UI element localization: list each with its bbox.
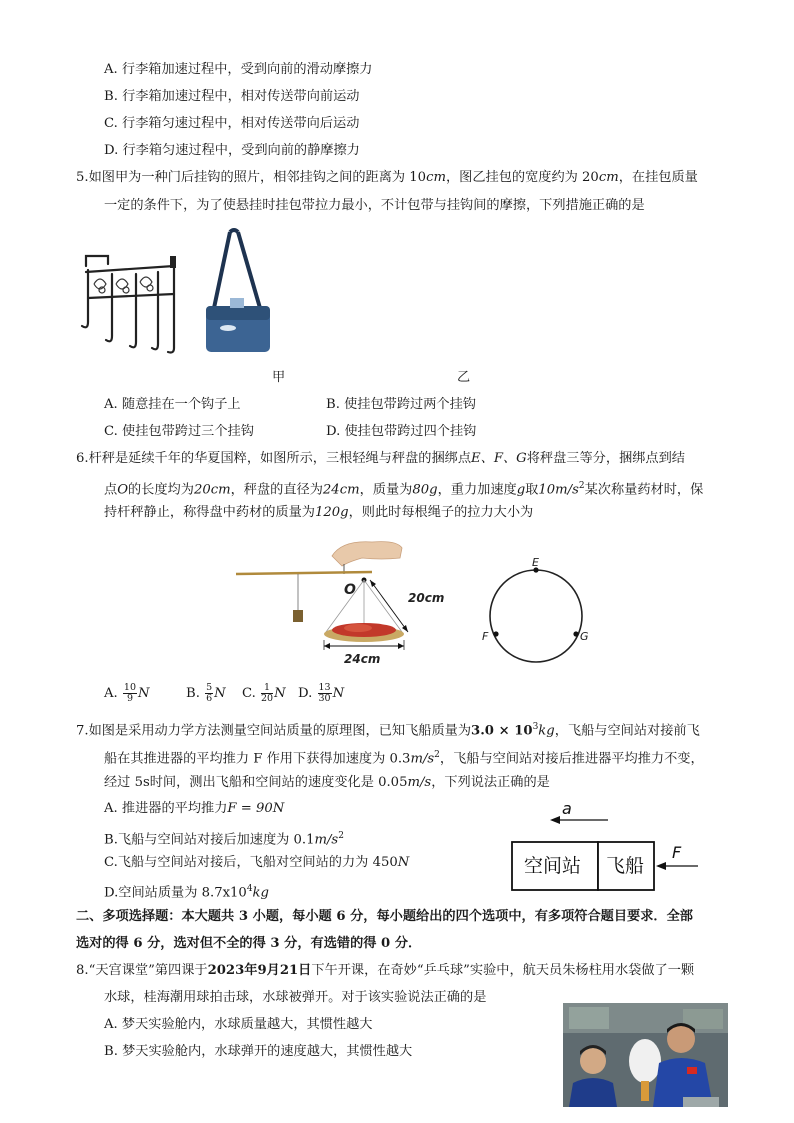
q6-length: 20cm: [193, 482, 231, 498]
point-g: [573, 631, 578, 636]
q7-option-text: B.飞船与空间站对接后加速度为 0.1: [104, 832, 315, 848]
q6-stem-text: ，重力加速度: [437, 482, 517, 498]
option-letter: B.: [186, 686, 200, 701]
q7-unit: N: [397, 855, 410, 870]
q8-option-a: A. 梦天实验舱内，水球质量越大，其惯性越大: [104, 1017, 373, 1032]
q5-stem-text: ，图乙挂包的宽度约为 20: [445, 170, 599, 185]
door-hook-photo: [74, 252, 184, 360]
numerator: 1: [261, 683, 273, 694]
q4-option-d: D. 行李箱匀速过程中，受到向前的静摩擦力: [104, 143, 360, 158]
q6-option-c: [242, 682, 286, 706]
q6-stem-text: ，质量为: [359, 482, 413, 498]
fraction: [123, 683, 137, 704]
q7-option-text: D.空间站质量为 8.7x10: [104, 885, 247, 901]
q8-date: 2023年9月21日: [207, 963, 312, 978]
q6-mass: 80g: [412, 482, 438, 498]
q5-option-b: B. 使挂包带跨过两个挂钩: [326, 397, 476, 412]
q5-option-a: A. 随意挂在一个钩子上: [104, 397, 241, 412]
q5-option-d: D. 使挂包带跨过四个挂钩: [326, 424, 477, 439]
q7-exponent: 2: [434, 750, 440, 760]
q5-stem-line2: 一定的条件下，为了使悬挂时挂包带拉力最小，不计包带与挂钩间的摩擦，下列措施正确的是: [104, 198, 645, 213]
q8-option-b: B. 梦天实验舱内，水球弹开的速度越大，其惯性越大: [104, 1044, 413, 1059]
option-letter: A.: [104, 686, 118, 701]
q5-stem-line1: [76, 168, 698, 188]
label-f: F: [672, 843, 682, 862]
steelyard-beam: [236, 572, 372, 574]
section2-heading-line1: 二、多项选择题：本大题共 3 小题，每小题 6 分，每小题给出的四个选项中，有多项符合题目要求．全部: [76, 909, 693, 924]
q6-stem-text: 点: [104, 482, 118, 498]
q7-unit: kg: [252, 885, 269, 901]
q7-ship-mass: 3.0 × 10: [471, 723, 533, 739]
q6-stem-text: ，则此时每根绳子的拉力大小为: [348, 505, 534, 520]
point-f: [493, 631, 498, 636]
shoulder-bag-photo: [200, 228, 274, 356]
denominator: 6: [206, 693, 213, 704]
q7-unit: m/s: [410, 751, 435, 767]
pan-circle-diagram: [474, 554, 594, 666]
q7-option-a: [104, 799, 284, 819]
q7-stem-text: ，下列说法正确的是: [431, 775, 550, 790]
q6-stem-line2: [104, 476, 703, 500]
q5-stem-text: ，在挂包质量: [618, 170, 698, 185]
q8-stem-text: 下午开课，在奇妙“乒乓球”实验中，航天员朱杨柱用水袋做了一颗: [311, 963, 695, 978]
q7-option-b: [104, 826, 344, 850]
docking-diagram: [508, 800, 708, 900]
steelyard-figure: [232, 536, 452, 668]
q7-option-text: C.飞船与空间站对接后，飞船对空间站的力为 450: [104, 855, 398, 870]
q7-unit: m/s: [314, 832, 339, 848]
q7-stem-text: 7.如图是采用动力学方法测量空间站质量的原理图，已知飞船质量为: [76, 723, 472, 739]
option-letter: D.: [298, 686, 313, 701]
denominator: 9: [126, 693, 133, 704]
q6-stem-text: ，秤盘的直径为: [230, 482, 323, 498]
label-f: F: [482, 630, 489, 643]
q7-option-text: A. 推进器的平均推力: [104, 801, 228, 816]
q4-option-a: A. 行李箱加速过程中，受到向前的滑动摩擦力: [104, 62, 373, 77]
option-letter: C.: [242, 686, 256, 701]
q7-stem-text: ，飞船与空间站对接前飞: [554, 723, 700, 739]
q5-option-c: C. 使挂包带跨过三个挂钩: [104, 424, 254, 439]
q6-option-b: [186, 682, 226, 706]
q6-points: E、F、G: [471, 451, 527, 466]
unit: N: [332, 686, 345, 701]
q6-stem-text: 将秤盘三等分，捆绑点到结: [526, 451, 685, 466]
astronaut-photo: [563, 1003, 728, 1107]
q5-unit: cm: [426, 170, 446, 185]
q7-option-c: [104, 853, 409, 873]
counterweight: [293, 610, 303, 622]
fig-label-yi: 乙: [457, 370, 471, 385]
fraction: [261, 683, 273, 704]
q7-option-d: [104, 879, 269, 903]
q6-drug-mass: 120g: [315, 505, 349, 520]
q7-formula: F = 90N: [227, 801, 285, 816]
label-20cm: 20cm: [408, 591, 445, 605]
label-station: 空间站: [524, 855, 582, 877]
unit: N: [138, 686, 150, 701]
label-ship: 飞船: [606, 855, 645, 877]
q6-stem-text: 持杆秤静止，称得盘中药材的质量为: [104, 505, 315, 520]
section2-heading-line2: 选对的得 6 分，选对但不全的得 3 分，有选错的得 0 分．: [76, 936, 422, 951]
q8-stem-line2: 水球，桂海潮用球拍击球，水球被弹开。对于该实验说法正确的是: [104, 990, 487, 1005]
q7-exponent: 4: [246, 884, 253, 894]
q4-option-b: B. 行李箱加速过程中，相对传送带向前运动: [104, 89, 360, 104]
numerator: 5: [206, 682, 213, 693]
q7-exponent: 3: [532, 722, 539, 732]
q5-unit: cm: [598, 170, 619, 185]
q6-stem-text: 某次称量药材时，保: [584, 482, 704, 498]
numerator: 10: [123, 682, 137, 693]
label-24cm: 24cm: [344, 652, 381, 666]
q6-stem-line3: [104, 503, 533, 523]
q6-stem-line1: [76, 449, 685, 469]
q6-option-a: [104, 682, 150, 706]
q7-unit: m/s: [407, 775, 432, 790]
fraction: [205, 683, 213, 704]
q7-stem-line3: [104, 773, 550, 793]
q7-stem-text: ，飞船与空间站对接后推进器平均推力不变，: [439, 751, 704, 767]
q5-stem-text: 5.如图甲为一种门后挂钩的照片，相邻挂钩之间的距离为 10: [76, 170, 427, 185]
q7-stem-text: 船在其推进器的平均推力 F 作用下获得加速度为 0.3: [104, 751, 411, 767]
q6-stem-text: 取: [525, 482, 539, 498]
q6-diameter: 24cm: [322, 482, 360, 498]
q7-stem-line1: [76, 717, 700, 741]
q6-stem-text: 的长度均为: [128, 482, 194, 498]
q6-g: g: [516, 482, 526, 498]
unit: N: [214, 686, 226, 701]
q8-stem-text: 8.“天宫课堂”第四课于: [76, 963, 208, 978]
fraction: [318, 683, 332, 704]
q6-g-value: 10m/s: [538, 482, 579, 498]
q6-point-o: O: [117, 482, 128, 498]
q8-stem-line1: [76, 961, 694, 981]
numerator: 13: [318, 682, 331, 693]
unit: N: [274, 686, 286, 701]
q7-unit: kg: [538, 723, 555, 739]
q7-stem-text: 经过 5s时间，测出飞船和空间站的速度变化是 0.05: [104, 775, 408, 790]
denominator: 30: [318, 693, 331, 704]
q6-option-d: [298, 682, 344, 706]
denominator: 20: [261, 693, 274, 704]
label-e: E: [532, 556, 539, 569]
fig-label-jia: 甲: [272, 370, 286, 385]
q6-superscript: 2: [578, 481, 585, 491]
label-o: O: [344, 582, 356, 598]
label-g: G: [580, 630, 589, 643]
q7-exponent: 2: [338, 831, 344, 841]
q4-option-c: C. 行李箱匀速过程中，相对传送带向后运动: [104, 116, 360, 131]
q7-stem-line2: [104, 745, 704, 769]
label-a: a: [562, 800, 572, 818]
q6-stem-text: 6.杆秤是延续千年的华夏国粹，如图所示，三根轻绳与秤盘的捆绑点: [76, 451, 472, 466]
hand-image: [332, 542, 402, 566]
pan-circle: [490, 570, 582, 662]
